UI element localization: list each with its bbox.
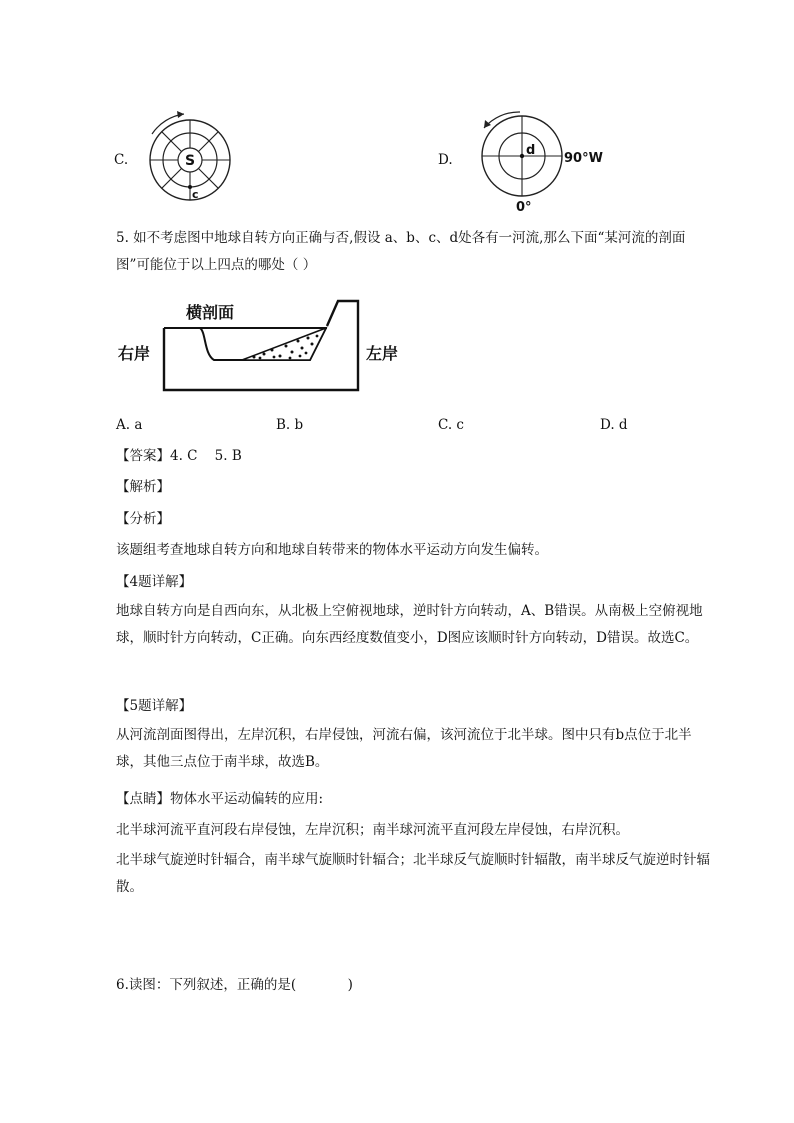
- left-bank-label: 左岸: [366, 344, 399, 363]
- fenxi-text: 该题组考查地球自转方向和地球自转带来的物体水平运动方向发生偏转。: [116, 542, 548, 558]
- question-5-text: 5. 如不考虑图中地球自转方向正确与否,假设 a、b、c、d处各有一河流,那么下面“某河流的剖面图”可能位于以上四点的哪处（ ）: [116, 230, 686, 273]
- option-c: C. c: [438, 417, 464, 433]
- right-bank-label: 右岸: [118, 344, 151, 363]
- point-label-c: c: [192, 188, 199, 201]
- pole-label-s: S: [184, 153, 196, 169]
- longitude-label-90w: 90°W: [564, 151, 603, 166]
- option-d: D. d: [600, 417, 628, 433]
- q4-detail-text: 地球自转方向是自西向东，从北极上空俯视地球，逆时针方向转动，A、B错误。从南极上空俯视地球，顺时针方向转动，C正确。向东西经度数值变小，D图应该顺时针方向转动，D错误。故选C。: [116, 603, 703, 646]
- dianjing-heading: 【点睛】物体水平运动偏转的应用:: [116, 791, 324, 807]
- fenxi-heading: 【分析】: [116, 511, 170, 527]
- option-c-label: C.: [114, 152, 129, 168]
- cross-section-title: 横剖面: [186, 303, 235, 322]
- q5-detail-heading: 【5题详解】: [116, 698, 193, 714]
- rule-river: 北半球河流平直河段右岸侵蚀，左岸沉积；南半球河流平直河段左岸侵蚀，右岸沉积。: [116, 822, 629, 838]
- option-b: B. b: [276, 417, 304, 433]
- analysis-heading: 【解析】: [116, 479, 170, 495]
- q5-detail-text: 从河流剖面图得出，左岸沉积，右岸侵蚀，河流右偏，该河流位于北半球。图中只有b点位于北半球，其他三点位于南半球，故选B。: [116, 727, 692, 770]
- option-d-label: D.: [438, 152, 453, 168]
- longitude-label-0: 0°: [516, 200, 532, 215]
- rule-cyclone: 北半球气旋逆时针辐合，南半球气旋顺时针辐合；北半球反气旋顺时针辐散，南半球反气旋逆时针辐散。: [116, 852, 710, 895]
- river-cross-section: [114, 296, 414, 400]
- q4-detail-heading: 【4题详解】: [116, 574, 193, 590]
- option-a: A. a: [116, 417, 143, 433]
- question-6-text: 6.读图：下列叙述，正确的是( ): [116, 977, 353, 993]
- polar-diagram-d: [470, 104, 610, 216]
- point-label-d: d: [526, 143, 536, 158]
- polar-diagram-c: [140, 108, 240, 204]
- answer-line: 【答案】4. C 5. B: [116, 448, 242, 464]
